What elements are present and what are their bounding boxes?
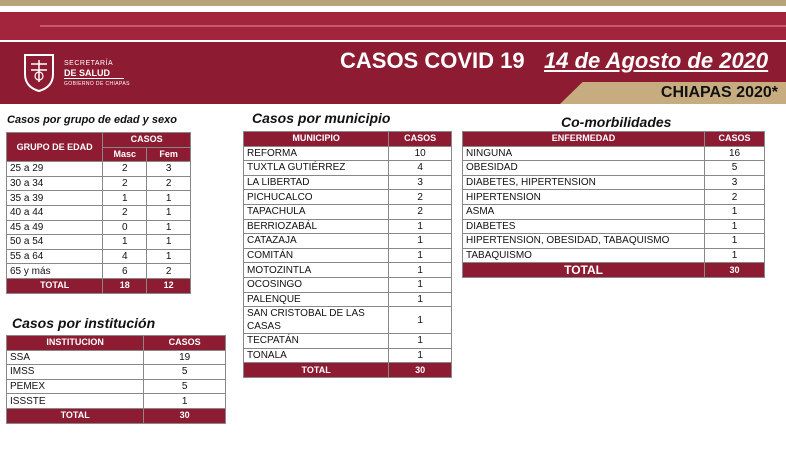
- cell-casos: 1: [705, 248, 765, 263]
- secretaria-salud-logo: [14, 48, 164, 98]
- cell-casos: 3: [389, 175, 452, 190]
- table-row: [7, 235, 191, 250]
- table-row: [7, 162, 191, 177]
- total-value: 30: [705, 263, 765, 278]
- logo-text-secretaria: SECRETARÍA: [64, 60, 114, 67]
- title-date: 14 de Agosto de 2020: [544, 48, 769, 73]
- table-row: [244, 146, 452, 161]
- cell-casos: 19: [144, 350, 226, 365]
- cell-institucion: IMSS: [7, 365, 144, 380]
- table-row: [244, 248, 452, 263]
- total-value: 30: [389, 363, 452, 378]
- total-masc: 18: [103, 278, 147, 293]
- table-row: [244, 348, 452, 363]
- cell-casos: 1: [389, 248, 452, 263]
- cell-enfermedad: ASMA: [463, 204, 705, 219]
- cell-casos: 5: [705, 161, 765, 176]
- municipio-col-nombre: MUNICIPIO: [244, 132, 389, 147]
- table-row: [463, 204, 765, 219]
- page-subtitle: CHIAPAS 2020*: [660, 84, 778, 101]
- cell-casos: 1: [389, 348, 452, 363]
- table-row: [7, 365, 226, 380]
- cell-grupo: 45 a 49: [7, 220, 103, 235]
- cell-grupo: 55 a 64: [7, 249, 103, 264]
- institucion-heading: Casos por institución: [12, 315, 156, 331]
- cell-enfermedad: HIPERTENSION, OBESIDAD, TABAQUISMO: [463, 234, 705, 249]
- cell-enfermedad: DIABETES, HIPERTENSION: [463, 175, 705, 190]
- table-row: [7, 191, 191, 206]
- municipio-total-row: [244, 363, 452, 378]
- cell-fem: 1: [147, 220, 191, 235]
- cell-municipio: SAN CRISTOBAL DE LAS CASAS: [244, 307, 389, 334]
- logo-text-gobierno: GOBIERNO DE CHIAPAS: [64, 81, 130, 87]
- cell-municipio: COMITÁN: [244, 248, 389, 263]
- comorbilidades-total-row: [463, 263, 765, 278]
- comorbilidades-col-casos: CASOS: [705, 132, 765, 147]
- table-row: [244, 204, 452, 219]
- table-row: [463, 190, 765, 205]
- cell-municipio: PALENQUE: [244, 292, 389, 307]
- municipio-col-casos: CASOS: [389, 132, 452, 147]
- institucion-col-casos: CASOS: [144, 336, 226, 351]
- cell-casos: 1: [705, 219, 765, 234]
- table-row: [244, 234, 452, 249]
- cell-grupo: 50 a 54: [7, 235, 103, 250]
- cell-casos: 1: [389, 307, 452, 334]
- cell-enfermedad: TABAQUISMO: [463, 248, 705, 263]
- cell-enfermedad: HIPERTENSION: [463, 190, 705, 205]
- edad-col-casos: CASOS: [103, 133, 191, 148]
- cell-casos: 16: [705, 146, 765, 161]
- edad-total-row: [7, 278, 191, 293]
- comorbilidades-heading: Co-morbilidades: [561, 114, 672, 130]
- cell-masc: 6: [103, 264, 147, 279]
- cell-casos: 2: [389, 204, 452, 219]
- cell-casos: 1: [389, 334, 452, 349]
- edad-col-masc: Masc: [103, 147, 147, 162]
- table-row: [7, 394, 226, 409]
- table-row: [463, 175, 765, 190]
- cell-municipio: PICHUCALCO: [244, 190, 389, 205]
- cell-institucion: ISSSTE: [7, 394, 144, 409]
- cell-enfermedad: NINGUNA: [463, 146, 705, 161]
- table-row: [244, 263, 452, 278]
- cell-casos: 1: [389, 219, 452, 234]
- cell-grupo: 30 a 34: [7, 176, 103, 191]
- logo-divider: [64, 78, 124, 79]
- table-row: [244, 219, 452, 234]
- cell-casos: 1: [389, 234, 452, 249]
- cell-fem: 2: [147, 176, 191, 191]
- cell-masc: 0: [103, 220, 147, 235]
- cell-fem: 3: [147, 162, 191, 177]
- comorbilidades-col-enfermedad: ENFERMEDAD: [463, 132, 705, 147]
- cell-municipio: TAPACHULA: [244, 204, 389, 219]
- institucion-col-nombre: INSTITUCION: [7, 336, 144, 351]
- total-label: TOTAL: [7, 408, 144, 423]
- cell-casos: 5: [144, 365, 226, 380]
- total-label: TOTAL: [7, 278, 103, 293]
- cell-municipio: REFORMA: [244, 146, 389, 161]
- cell-fem: 1: [147, 191, 191, 206]
- cell-municipio: BERRIOZABÁL: [244, 219, 389, 234]
- cell-casos: 2: [705, 190, 765, 205]
- cell-casos: 1: [389, 292, 452, 307]
- table-row: [244, 277, 452, 292]
- cell-masc: 2: [103, 176, 147, 191]
- table-row: [463, 234, 765, 249]
- cell-institucion: SSA: [7, 350, 144, 365]
- top-ribbon: [0, 12, 786, 40]
- cell-municipio: OCOSINGO: [244, 277, 389, 292]
- cell-enfermedad: OBESIDAD: [463, 161, 705, 176]
- cell-casos: 1: [705, 234, 765, 249]
- cell-casos: 1: [144, 394, 226, 409]
- cell-casos: 1: [705, 204, 765, 219]
- cell-institucion: PEMEX: [7, 379, 144, 394]
- table-row: [7, 350, 226, 365]
- cell-casos: 2: [389, 190, 452, 205]
- table-row: [463, 219, 765, 234]
- table-row: [7, 176, 191, 191]
- cell-masc: 2: [103, 162, 147, 177]
- cell-masc: 1: [103, 235, 147, 250]
- table-row: [7, 249, 191, 264]
- institucion-table: [6, 335, 226, 424]
- cell-grupo: 65 y más: [7, 264, 103, 279]
- cell-casos: 4: [389, 161, 452, 176]
- cell-fem: 1: [147, 235, 191, 250]
- cell-masc: 4: [103, 249, 147, 264]
- cell-casos: 1: [389, 277, 452, 292]
- cell-grupo: 35 a 39: [7, 191, 103, 206]
- top-gold-strip: [0, 0, 786, 6]
- cell-municipio: TONALA: [244, 348, 389, 363]
- cell-municipio: CATAZAJA: [244, 234, 389, 249]
- page-title: [340, 48, 786, 78]
- edad-table: [6, 132, 191, 294]
- cell-casos: 5: [144, 379, 226, 394]
- edad-col-grupo: GRUPO DE EDAD: [7, 133, 103, 162]
- cell-municipio: LA LIBERTAD: [244, 175, 389, 190]
- logo-text-salud: DE SALUD: [64, 68, 111, 78]
- table-row: [7, 220, 191, 235]
- edad-heading: Casos por grupo de edad y sexo: [7, 114, 177, 126]
- total-fem: 12: [147, 278, 191, 293]
- total-value: 30: [144, 408, 226, 423]
- title-main: CASOS COVID 19: [340, 48, 525, 73]
- table-row: [463, 146, 765, 161]
- table-row: [244, 307, 452, 334]
- cell-fem: 2: [147, 264, 191, 279]
- cell-municipio: TECPATÁN: [244, 334, 389, 349]
- municipio-heading: Casos por municipio: [252, 110, 391, 126]
- total-label: TOTAL: [244, 363, 389, 378]
- table-row: [463, 248, 765, 263]
- ribbon-line: [40, 25, 786, 27]
- table-row: [7, 379, 226, 394]
- cell-casos: 1: [389, 263, 452, 278]
- table-row: [244, 190, 452, 205]
- cell-masc: 2: [103, 205, 147, 220]
- table-row: [244, 292, 452, 307]
- edad-col-fem: Fem: [147, 147, 191, 162]
- table-row: [7, 264, 191, 279]
- cell-fem: 1: [147, 205, 191, 220]
- cell-enfermedad: DIABETES: [463, 219, 705, 234]
- table-row: [463, 161, 765, 176]
- cell-municipio: TUXTLA GUTIÉRREZ: [244, 161, 389, 176]
- comorbilidades-table: [462, 131, 765, 278]
- cell-municipio: MOTOZINTLA: [244, 263, 389, 278]
- municipio-table: [243, 131, 452, 378]
- cell-casos: 3: [705, 175, 765, 190]
- table-row: [244, 175, 452, 190]
- coat-of-arms-icon: [22, 52, 56, 92]
- total-label: TOTAL: [463, 263, 705, 278]
- cell-masc: 1: [103, 191, 147, 206]
- cell-grupo: 40 a 44: [7, 205, 103, 220]
- table-row: [244, 161, 452, 176]
- table-row: [7, 205, 191, 220]
- cell-grupo: 25 a 29: [7, 162, 103, 177]
- cell-casos: 10: [389, 146, 452, 161]
- cell-fem: 1: [147, 249, 191, 264]
- table-row: [244, 334, 452, 349]
- institucion-total-row: [7, 408, 226, 423]
